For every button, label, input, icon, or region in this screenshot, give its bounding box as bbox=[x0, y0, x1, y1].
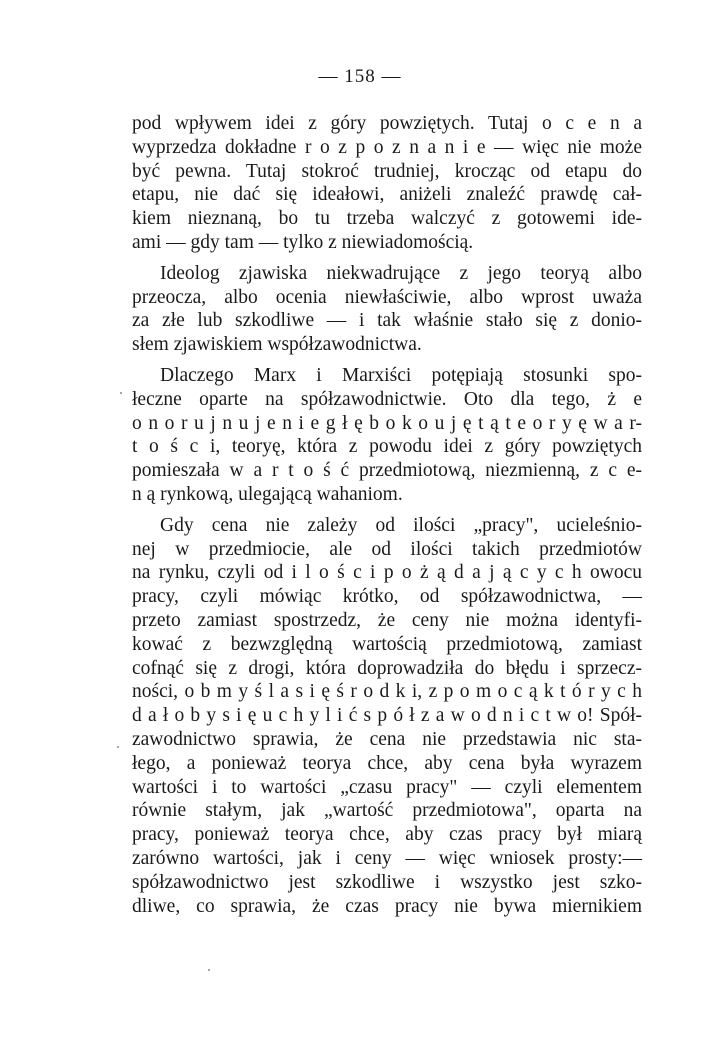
text-line: Dlaczego Marx i Marxiści potępiają stosunki spo- bbox=[160, 364, 642, 386]
text-line: zarówno wartości, jak i ceny — więc wniosek prosty:— bbox=[132, 847, 642, 869]
paragraph bbox=[132, 262, 642, 357]
text-line: wyprzedza dokładne r o z p o z n a n i e — więc nie może bbox=[132, 136, 642, 158]
text-line: d a ł o b y s i ę u c h y l i ć s p ó ł z a w o d n i c t w o! Spół- bbox=[132, 705, 642, 727]
text-line: kować z bezwzględną wartością przedmiotową, zamiast bbox=[132, 633, 642, 655]
text-line: n ą rynkową, ulegającą wahaniom. bbox=[132, 483, 403, 505]
text-line: dliwe, co sprawia, że czas pracy nie bywa miernikiem bbox=[132, 895, 642, 917]
text-line: o n o r u j n u j e n i e g ł ę b o k o u j ę t ą t e o r y ę w a r- bbox=[132, 412, 642, 434]
text-line: przeocza, albo ocenia niewłaściwie, albo wprost uważa bbox=[132, 286, 642, 308]
text-line: pracy, ponieważ teorya chce, aby czas pracy był miarą bbox=[132, 824, 642, 846]
text-line: kiem nieznaną, bo tu trzeba walczyć z gotowemi ide- bbox=[132, 208, 642, 230]
text-line: pracy, czyli mówiąc krótko, od spółzawodnictwa, — bbox=[132, 586, 642, 608]
text-line: etapu, nie dać się ideałowi, aniżeli znaleźć prawdę cał- bbox=[132, 184, 642, 206]
scan-speck bbox=[208, 969, 210, 971]
text-line: być pewna. Tutaj stokroć trudniej, krocząc od etapu do bbox=[132, 160, 642, 182]
text-line: t o ś c i, teoryę, która z powodu idei z góry powziętych bbox=[132, 436, 642, 458]
text-line: Ideolog zjawiska niekwadrujące z jego teoryą albo bbox=[160, 262, 642, 284]
text-line: słem zjawiskiem współzawodnictwa. bbox=[132, 334, 422, 356]
text-line: za złe lub szkodliwe — i tak właśnie stało się z donio- bbox=[132, 310, 642, 332]
text-line: ami — gdy tam — tylko z niewiadomością. bbox=[132, 231, 474, 253]
text-line: łeczne oparte na spółzawodnictwie. Oto dla tego, ż e bbox=[132, 388, 642, 410]
text-line: ności, o b m y ś l a s i ę ś r o d k i, z p o m o c ą k t ó r y c h bbox=[132, 681, 642, 703]
text-line: cofnąć się z drogi, która doprowadziła do błędu i sprzecz- bbox=[132, 657, 642, 679]
text-line: zawodnictwo sprawia, że cena nie przedstawia nic sta- bbox=[132, 728, 642, 750]
text-line: przeto zamiast spostrzedz, że ceny nie można identyfi- bbox=[132, 609, 642, 631]
text-line: Gdy cena nie zależy od ilości „pracy", ucieleśnio- bbox=[160, 514, 642, 536]
scan-speck bbox=[117, 746, 119, 748]
text-line: nej w przedmiocie, ale od ilości takich przedmiotów bbox=[132, 538, 642, 560]
page-body-text bbox=[132, 112, 642, 925]
text-line: wartości i to wartości „czasu pracy" — czyli elementem bbox=[132, 776, 642, 798]
scan-speck bbox=[120, 392, 122, 394]
paragraph bbox=[132, 364, 642, 507]
paragraph bbox=[132, 514, 642, 919]
paragraph bbox=[132, 112, 642, 255]
text-line: pod wpływem idei z góry powziętych. Tutaj o c e n a bbox=[132, 113, 642, 134]
text-line: równie stałym, jak „wartość przedmiotowa", oparta na bbox=[132, 800, 642, 822]
text-line: na rynku, czyli od i l o ś c i p o ż ą d a j ą c y c h owocu bbox=[132, 562, 642, 584]
text-line: łego, a ponieważ teorya chce, aby cena była wyrazem bbox=[132, 752, 642, 774]
text-line: spółzawodnictwo jest szkodliwe i wszystko jest szko- bbox=[132, 871, 642, 893]
page-number: — 158 — bbox=[318, 66, 402, 87]
text-line: pomieszała w a r t o ś ć przedmiotową, niezmienną, z c e- bbox=[132, 460, 642, 482]
